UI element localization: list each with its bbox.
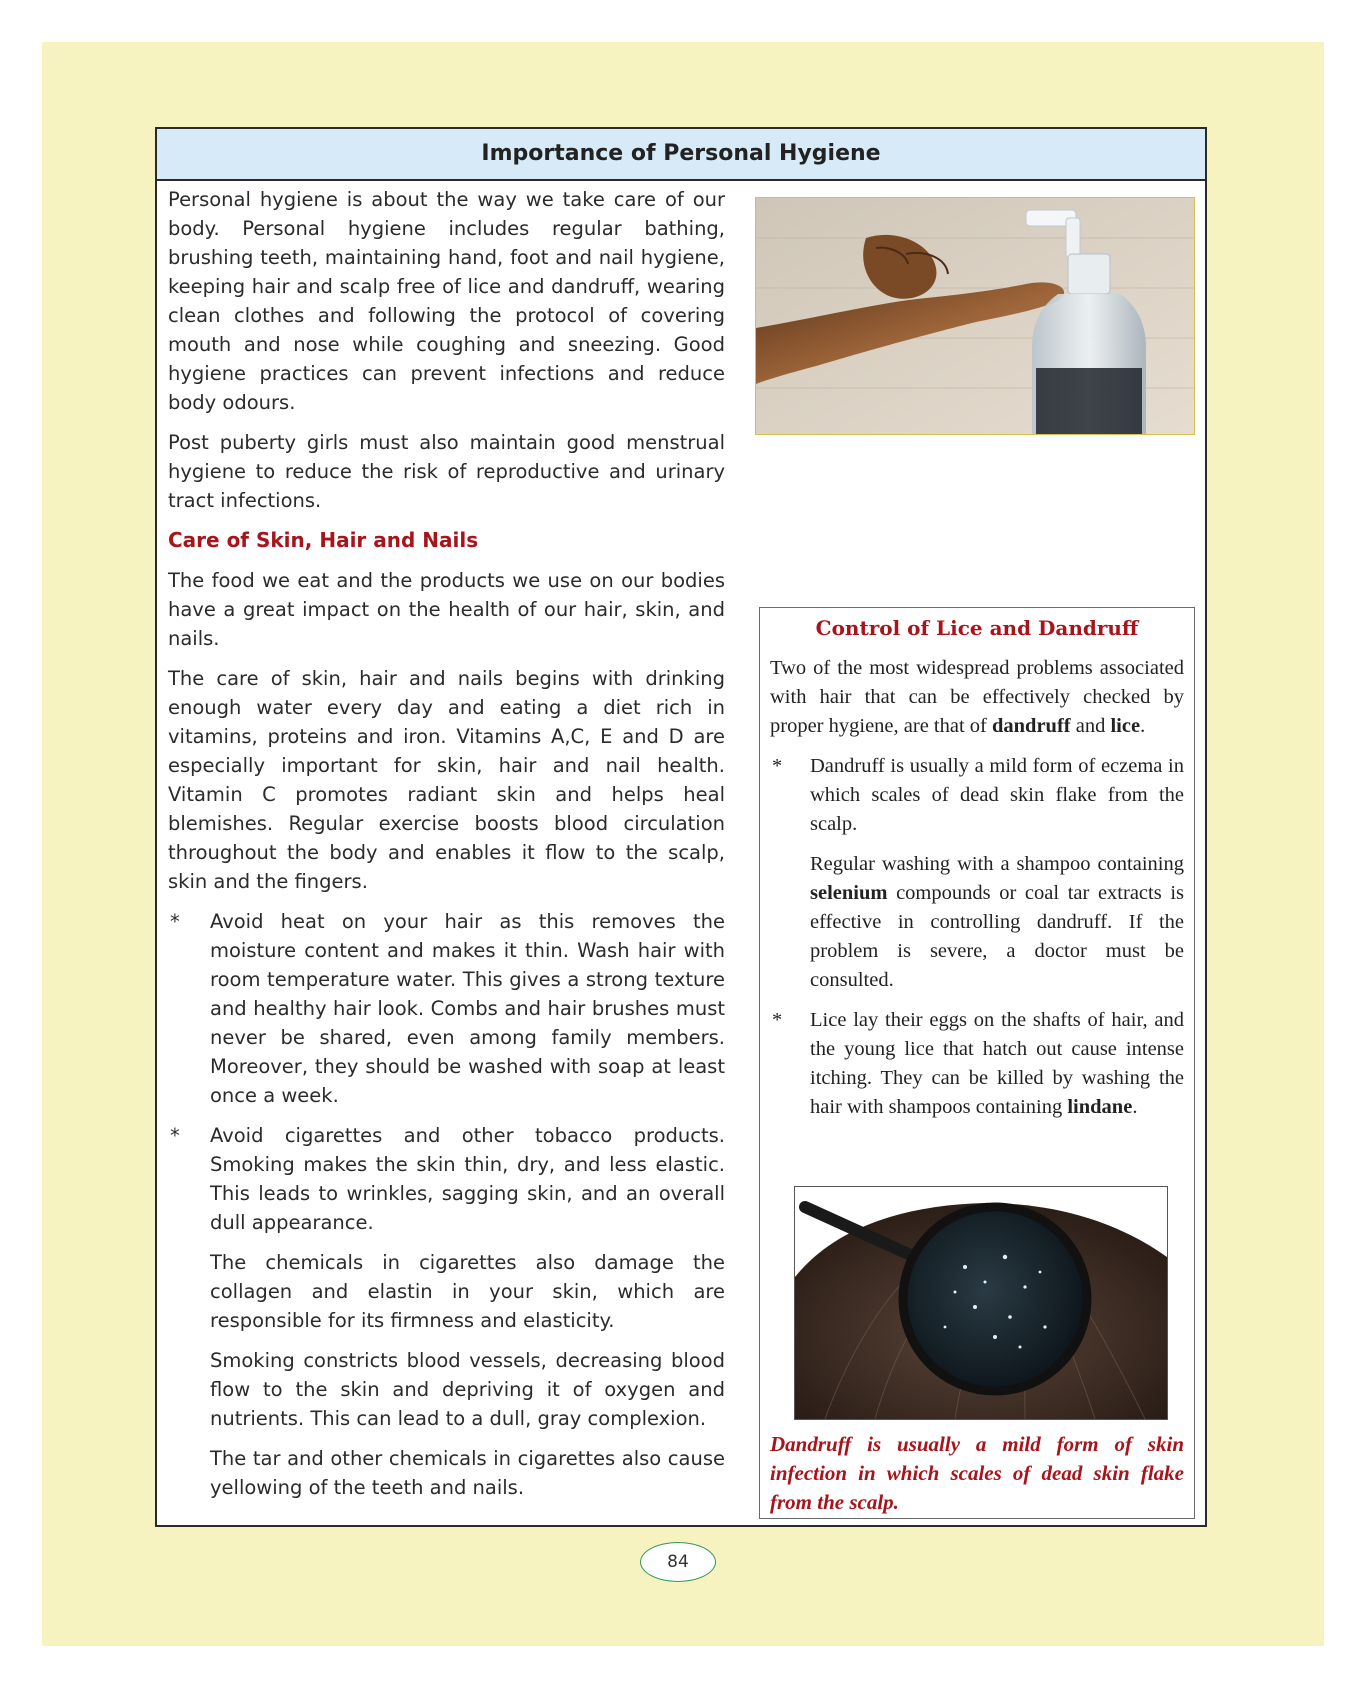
- term-lindane: lindane: [1067, 1096, 1133, 1118]
- sidebox-bullet-lice: [770, 1006, 1184, 1122]
- bullet-text: Avoid heat on your hair as this removes the moisture content and makes it thin. Wash hair with room temperature water. This gives a strong texture and healthy hair look. Combs and hair brushes must never be shared, even among family members. Moreover, they should be washed with soap at least once a week.: [210, 910, 725, 1107]
- dandruff-magnifier-photo: [794, 1186, 1168, 1420]
- bullet-star: *: [170, 1124, 180, 1147]
- page-title: Importance of Personal Hygiene: [157, 129, 1205, 181]
- hygiene-content-box: [155, 127, 1207, 1527]
- bullet-star: *: [772, 755, 783, 777]
- hand-sanitizer-illustration: [756, 198, 1194, 434]
- bullet-text: Dandruff is usually a mild form of eczema in which scales of dead skin flake from the scalp.: [810, 755, 1184, 835]
- lice-text-a: Lice lay their eggs on the shafts of hair, and the young lice that hatch out cause intense itching. They can be killed by washing the hair with shampoos containing: [810, 1009, 1184, 1118]
- bullet-text: [810, 1009, 1184, 1118]
- term-selenium: selenium: [810, 882, 888, 904]
- term-dandruff: dandruff: [992, 715, 1071, 737]
- cigarettes-paragraph-2: The chemicals in cigarettes also damage the collagen and elastin in your skin, which are responsible for its firmness and elasticity.: [210, 1251, 725, 1332]
- intro-paragraph-1: Personal hygiene is about the way we take care of our body. Personal hygiene includes regular bathing, brushing teeth, maintaining hand, foot and nail hygiene, keeping hair and scalp free of lice and dandruff, wearing clean clothes and following the protocol of covering mouth and nose while coughing and sneezing. Good hygiene practices can prevent infections and reduce body odours.: [168, 188, 725, 414]
- cigarettes-paragraph-3: Smoking constricts blood vessels, decreasing blood flow to the skin and depriving it of oxygen and nutrients. This can lead to a dull, gray complexion.: [210, 1349, 725, 1430]
- sidebox-bullet-dandruff: [770, 752, 1184, 839]
- sidebox-intro-text: Two of the most widespread problems associated with hair that can be effectively checked by proper hygiene, are that of: [770, 657, 1184, 737]
- bullet-item-cigarettes: [168, 1121, 725, 1237]
- dandruff-caption: Dandruff is usually a mild form of skin infection in which scales of dead skin flake from the scalp.: [770, 1432, 1184, 1514]
- dandruff-illustration: [795, 1187, 1167, 1419]
- sidebox-intro-and: and: [1070, 715, 1111, 737]
- lice-dandruff-sidebox: [759, 607, 1195, 1519]
- cigarettes-paragraph-4: The tar and other chemicals in cigarettes also cause yellowing of the teeth and nails.: [210, 1447, 725, 1499]
- sidebox-intro-period: .: [1140, 715, 1146, 737]
- care-paragraph-1: The food we eat and the products we use on our bodies have a great impact on the health of our hair, skin, and nails.: [168, 569, 725, 650]
- sidebox-shampoo-paragraph: [770, 850, 1184, 995]
- page-number: 84: [640, 1542, 716, 1582]
- sidebox-intro: [770, 654, 1184, 741]
- intro-paragraph-2: Post puberty girls must also maintain good menstrual hygiene to reduce the risk of reproductive and urinary tract infections.: [168, 431, 725, 512]
- bullet-star: *: [170, 910, 180, 933]
- sidebox-text: [770, 654, 1184, 1133]
- main-text-column: [168, 185, 725, 1513]
- bullet-item-hair-heat: [168, 907, 725, 1110]
- shampoo-text-a: Regular washing with a shampoo containing: [810, 853, 1184, 875]
- care-paragraph-2: The care of skin, hair and nails begins with drinking enough water every day and eating a diet rich in vitamins, proteins and iron. Vitamins A,C, E and D are especially important for skin, hair and nail health. Vitamin C promotes radiant skin and helps heal blemishes. Regular exercise boosts blood circulation throughout the body and enables it flow to the scalp, skin and the fingers.: [168, 667, 725, 893]
- bullet-text: Avoid cigarettes and other tobacco products. Smoking makes the skin thin, dry, and less elastic. This leads to wrinkles, sagging skin, and an overall dull appearance.: [210, 1124, 725, 1234]
- term-lice: lice: [1110, 715, 1141, 737]
- section-heading-care: Care of Skin, Hair and Nails: [168, 528, 479, 552]
- hand-sanitizer-photo: [755, 197, 1195, 435]
- lice-text-c: .: [1132, 1096, 1138, 1118]
- shampoo-text-c: compounds or coal tar extracts is effective in controlling dandruff. If the problem is severe, a doctor must be consulted.: [810, 882, 1184, 991]
- sidebox-title: Control of Lice and Dandruff: [815, 616, 1139, 640]
- bullet-star: *: [772, 1009, 783, 1031]
